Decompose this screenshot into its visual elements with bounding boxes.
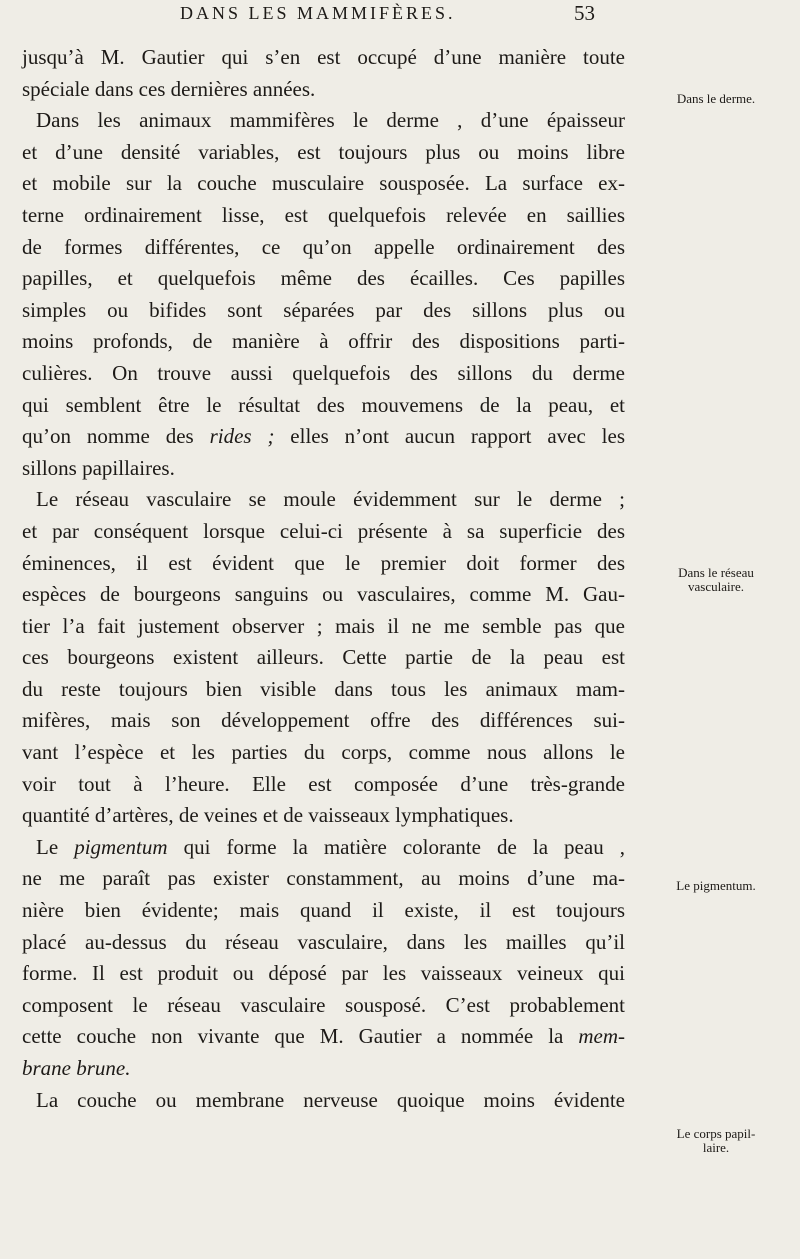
text-segment: qu’on nomme des: [22, 424, 210, 449]
text-line: [22, 421, 625, 453]
text-line: ces bourgeons existent ailleurs. Cette partie de la peau est: [22, 645, 625, 670]
text-line: tier l’a fait justement observer ; mais il ne me semble pas que: [22, 613, 625, 638]
text-line: et d’une densité variables, est toujours plus ou moins libre: [22, 139, 625, 164]
running-title: DANS LES MAMMIFÈRES.: [180, 3, 456, 23]
italic-term: pigmentum: [74, 834, 168, 859]
text-line: spéciale dans ces dernières années.: [22, 76, 316, 101]
text-segment: Le: [36, 834, 75, 859]
margin-note-line: Le corps papil-: [676, 1126, 756, 1141]
italic-term: brane brune.: [22, 1056, 131, 1080]
text-segment: cette couche non vivante que M. Gautier a nommée la: [22, 1024, 579, 1049]
text-line: papilles, et quelquefois même des écailles. Ces papilles: [22, 266, 625, 291]
text-line: La couche ou membrane nerveuse quoique moins évidente: [36, 1087, 625, 1112]
text-line: éminences, il est évident que le premier doit former des: [22, 550, 625, 575]
text-line: espèces de bourgeons sanguins ou vasculaires, comme M. Gau-: [22, 582, 625, 607]
text-line: quantité d’artères, de veines et de vaisseaux lymphatiques.: [22, 803, 514, 828]
text-segment: qui forme la matière colorante de la peau ,: [167, 834, 625, 859]
text-line: culières. On trouve aussi quelquefois des sillons du derme: [22, 360, 625, 385]
text-line: qui semblent être le résultat des mouvemens de la peau, et: [22, 392, 625, 417]
text-line: composent le réseau vasculaire sousposé. C’est probablement: [22, 992, 625, 1017]
text-segment: elles n’ont aucun rapport avec les: [274, 424, 625, 449]
text-line: terne ordinairement lisse, est quelquefois relevée en saillies: [22, 202, 625, 227]
margin-note-pigmentum: Le pigmentum.: [676, 878, 756, 893]
margin-note-derme: Dans le derme.: [676, 91, 756, 106]
text-line: nière bien évidente; mais quand il existe, il est toujours: [22, 898, 625, 923]
margin-note-corps-papillaire: [636, 1127, 796, 1155]
margin-note-reseau-vasculaire: [636, 566, 796, 594]
margin-note-line: vasculaire.: [688, 579, 744, 594]
text-line: [22, 832, 625, 864]
text-line: jusqu’à M. Gautier qui s’en est occupé d’une manière toute: [22, 45, 625, 69]
text-line: forme. Il est produit ou déposé par les vaisseaux veineux qui: [22, 961, 625, 986]
text-line: vant l’espèce et les parties du corps, comme nous allons le: [22, 740, 625, 765]
running-header: [180, 3, 600, 24]
text-line: de formes différentes, ce qu’on appelle ordinairement des: [22, 234, 625, 259]
text-line: [22, 1021, 625, 1053]
text-line: moins profonds, de manière à offrir des dispositions parti-: [22, 329, 625, 354]
text-line: [22, 1053, 625, 1085]
italic-term: rides ;: [209, 424, 275, 449]
text-line: sillons papillaires.: [22, 455, 175, 480]
text-line: Dans les animaux mammifères le derme , d’une épaisseur: [36, 108, 625, 133]
text-line: placé au-dessus du réseau vasculaire, dans les mailles qu’il: [22, 929, 625, 954]
text-line: simples ou bifides sont séparées par des sillons plus ou: [22, 297, 625, 322]
text-line: ne me paraît pas exister constamment, au moins d’une ma-: [22, 866, 625, 891]
text-line: et par conséquent lorsque celui-ci présente à sa superficie des: [22, 518, 625, 543]
text-line: du reste toujours bien visible dans tous les animaux mam-: [22, 676, 625, 701]
margin-note-line: Dans le réseau: [678, 565, 754, 580]
text-line: mifères, mais son développement offre des différences sui-: [22, 708, 625, 733]
italic-term: mem-: [578, 1024, 625, 1049]
body-text: [22, 42, 625, 1116]
text-line: Le réseau vasculaire se moule évidemment sur le derme ;: [36, 487, 625, 512]
text-line: voir tout à l’heure. Elle est composée d’une très-grande: [22, 771, 625, 796]
text-line: et mobile sur la couche musculaire sousposée. La surface ex-: [22, 171, 625, 196]
margin-note-line: laire.: [702, 1140, 730, 1155]
page-number: 53: [574, 1, 595, 25]
